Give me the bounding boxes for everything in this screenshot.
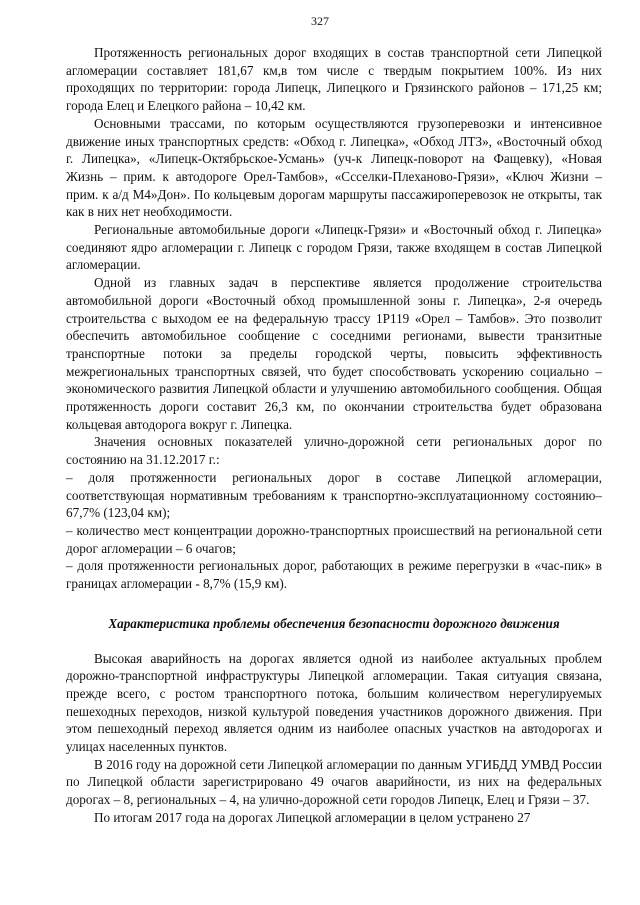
paragraph-2016-stats: В 2016 году на дорожной сети Липецкой агломерации по данным УГИБДД УМВД России по Липецкой области зарегистрировано 49 очагов аварийности, из них на федеральных дорогах – 8, региональных – 4, на улично-дорожной сети городов Липецк, Елец и Грязи – 37. — [66, 756, 602, 808]
paragraph-accident-rate: Высокая аварийность на дорогах является одной из наиболее актуальных проблем дорожно-транспортной инфраструктуры Липецкой агломерации. Такая ситуация связана, прежде всего, с ростом транспортного потока, большим количеством нерегулируемых пешеходных переходов, низкой культурой поведения участников дорожного движения. При этом пешеходный переход является одним из наиболее опасных участков на автодорогах и улицах населенных пунктов. — [66, 650, 602, 755]
document-body — [66, 44, 602, 827]
indicator-item: – доля протяженности региональных дорог, работающих в режиме перегрузки в «час-пик» в границах агломерации - 8,7% (15,9 км). — [66, 558, 602, 592]
indicator-item: – количество мест концентрации дорожно-транспортных происшествий на региональной сети дорог агломерации – 6 очагов; — [66, 522, 602, 556]
indicator-item: – доля протяженности региональных дорог в составе Липецкой агломерации, соответствующая нормативным требованиям к транспортно-эксплуатационному состоянию–67,7% (123,04 км); — [66, 469, 602, 521]
paragraph-2017-results: По итогам 2017 года на дорогах Липецкой агломерации в целом устранено 27 — [94, 809, 531, 825]
paragraph-road-length: Протяженность региональных дорог входящих в состав транспортной сети Липецкой агломерации составляет 181,67 км,в том числе с твердым покрытием 100%. Из них проходящих по территории: города Липецк, Липецкого и Грязинского районов – 171,25 км; города Елец и Елецкого района – 10,42 км. — [66, 45, 602, 114]
page-number: 327 — [311, 14, 329, 28]
section-heading: Характеристика проблемы обеспечения безопасности дорожного движения — [108, 615, 560, 631]
paragraph-indicators-intro: Значения основных показателей улично-дорожной сети региональных дорог по состоянию на 31.12.2017 г.: — [66, 434, 602, 468]
paragraph-eastern-bypass: Одной из главных задач в перспективе является продолжение строительства автомобильной дороги «Восточный обход промышленной зоны г. Липецка», 2-я очередь строительства с выходом ее на федеральную трассу 1Р119 «Орел – Тамбов». Это позволит обеспечить автомобильное сообщение с соседними регионами, вывести транзитные транспортные потоки за пределы городской черты, повысить эффективность межрегиональных транспортных связей, что будет способствовать ускорению социально – экономического развития Липецкой области и улучшению автомобильного сообщения. Общая протяженность дороги составит 26,3 км, по окончании строительства будет образована кольцевая автодорога вокруг г. Липецка. — [66, 275, 602, 432]
paragraph-regional-roads: Региональные автомобильные дороги «Липецк-Грязи» и «Восточный обход г. Липецка» соединяют ядро агломерации г. Липецк с городом Грязи, также входящем в состав Липецкой агломерации. — [66, 222, 602, 273]
paragraph-main-routes: Основными трассами, по которым осуществляются грузоперевозки и интенсивное движение иных транспортных средств: «Обход г. Липецка», «Обход ЛТЗ», «Восточный обход г. Липецка», «Липецк-Октябрьское-Усмань» (уч-к Липецк-поворот на Фащевку), «Новая Жизнь – прим. к автодороге Орел-Тамбов», «Ссселки-Плеханово-Грязи», «Ключ Жизни – прим. к а/д М4»Дон». По кольцевым дорогам маршруты пассажироперевозок не открыты, так как в них нет необходимости. — [66, 115, 602, 220]
